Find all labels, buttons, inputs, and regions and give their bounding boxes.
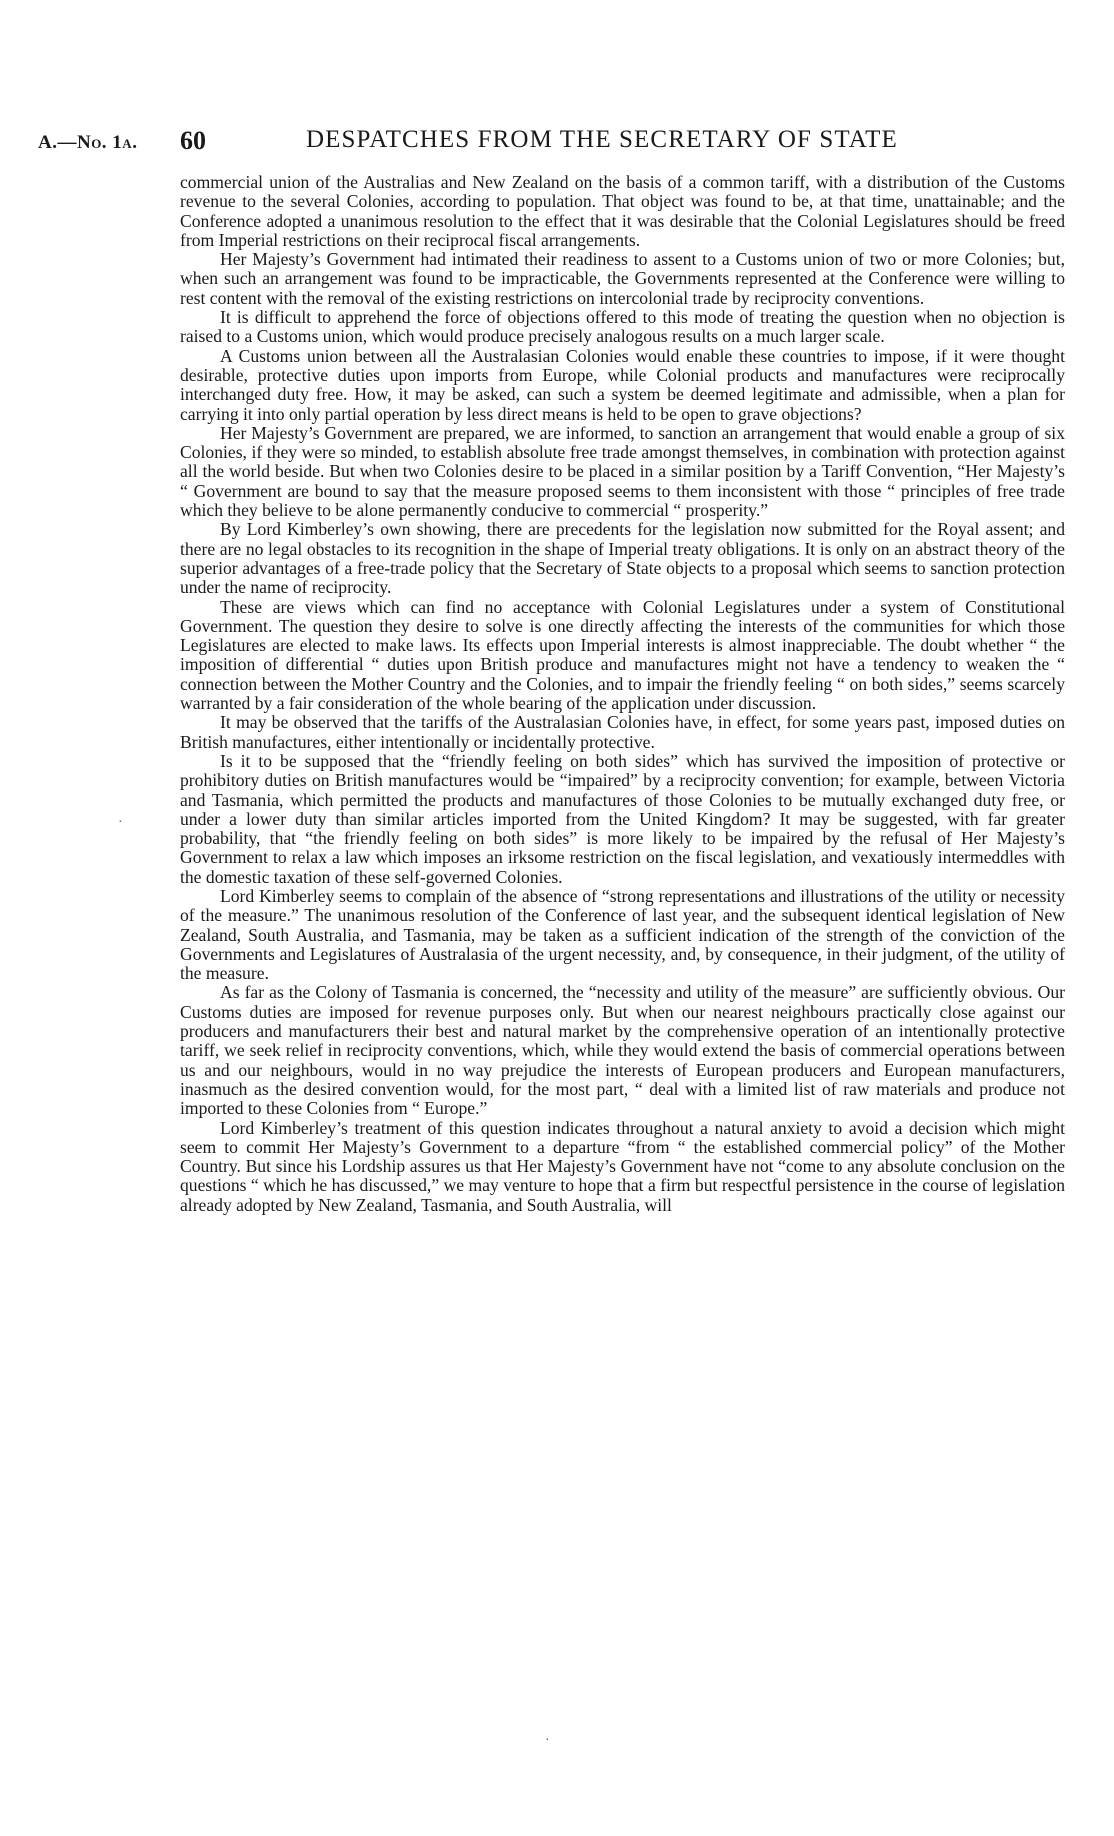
paragraph-5: Her Majesty’s Government are prepared, we are informed, to sanction an arrangement that would enable a group of six Colonies, if they were so minded, to establish absolute free trade amongst themselves, in combination with protection against all the world beside. But when two Colonies desire to be placed in a similar position by a Tariff Convention, “Her Majesty’s “ Government are bound to say that the measure proposed seems to them inconsistent with those “ principles of free trade which they believe to be alone permanently conducive to commercial “ prosperity.” (180, 422, 1065, 521)
running-header (38, 124, 958, 154)
paragraph-9: Is it to be supposed that the “friendly feeling on both sides” which has survived the imposition of protective or prohibitory duties on British manufactures would be “impaired” by a reciprocity convention; for example, between Victoria and Tasmania, which permitted the products and manufactures of those Colonies to be mutually exchanged duty free, or under a lower duty than similar articles imported from the United Kingdom? It may be suggested, with far greater probability, that “the friendly feeling on both sides” is more likely to be impaired by the refusal of Her Majesty’s Government to relax a law which imposes an irksome restriction on the fiscal legislation, and vexatiously intermeddles with the domestic taxation of these self-governed Colonies. (180, 750, 1065, 887)
paragraph-6: By Lord Kimberley’s own showing, there are precedents for the legislation now submitted for the Royal assent; and there are no legal obstacles to its recognition in the shape of Imperial treaty obligations. It is only on an abstract theory of the superior advantages of a free-trade policy that the Secretary of State objects to a proposal which seems to sanction protection under the name of reciprocity. (180, 519, 1065, 598)
paper-reference: A.—No. 1a. (38, 132, 138, 153)
paragraph-11: As far as the Colony of Tasmania is concerned, the “necessity and utility of the measure” are sufficiently obvious. Our Customs duties are imposed for revenue purposes only. But when our nearest neighbours practically close against our producers and manufacturers their best and natural market by the comprehensive operation of an intentionally protective tariff, we seek relief in reciprocity conventions, which, while they would extend the basis of commercial operations between us and our neighbours, would in no way prejudice the interests of European producers and European manufacturers, inasmuch as the desired convention would, for the most part, “ deal with a limited list of raw materials and produce not imported to these Colonies from “ Europe.” (180, 982, 1065, 1119)
footer-mark: · (545, 1733, 550, 1748)
paragraph-4: A Customs union between all the Australasian Colonies would enable these countries to impose, if it were thought desirable, protective duties upon imports from Europe, while Colonial products and manufactures were reciprocally interchanged duty free. How, it may be asked, can such a system be deemed legitimate and admissible, when a plan for carrying it into only partial operation by less direct means is held to be open to grave objections? (180, 345, 1065, 424)
paragraph-10: Lord Kimberley seems to complain of the absence of “strong representations and illustrations of the utility or necessity of the measure.” The unanimous resolution of the Conference of last year, and the subsequent identical legislation of New Zealand, South Australia, and Tasmania, may be taken as a sufficient indication of the strength of the conviction of the Governments and Legislatures of Australasia of the urgent necessity, and, by consequence, in their judgment, of the utility of the measure. (180, 885, 1065, 984)
paragraph-2: Her Majesty’s Government had intimated their readiness to assent to a Customs union of two or more Colonies; but, when such an arrangement was found to be impracticable, the Governments represented at the Conference were willing to rest content with the removal of the existing restrictions on intercolonial trade by reciprocity conventions. (180, 249, 1065, 308)
paragraph-8: It may be observed that the tariffs of the Australasian Colonies have, in effect, for some years past, imposed duties on British manufactures, either intentionally or incidentally protective. (180, 712, 1065, 752)
running-title: DESPATCHES FROM THE SECRETARY OF STATE (306, 126, 898, 153)
paragraph-3: It is difficult to apprehend the force of objections offered to this mode of treating the question when no objection is raised to a Customs union, which would produce precisely analogous results on a much larger scale. (180, 307, 1065, 347)
paragraph-12: Lord Kimberley’s treatment of this question indicates throughout a natural anxiety to avoid a decision which might seem to commit Her Majesty’s Government to a departure “from “ the established commercial policy” of the Mother Country. But since his Lordship assures us that Her Majesty’s Government have not “come to any absolute conclusion on the questions “ which he has discussed,” we may venture to hope that a firm but respectful persistence in the course of legislation already adopted by New Zealand, Tasmania, and South Australia, will (180, 1117, 1065, 1215)
margin-mark: · (118, 815, 123, 830)
page-number: 60 (180, 126, 206, 155)
paragraph-1: commercial union of the Australias and New Zealand on the basis of a common tariff, with a distribution of the Customs revenue to the several Colonies, according to population. That object was found to be, at that time, unattainable; and the Conference adopted a unanimous resolution to the effect that it was desirable that the Colonial Legislatures should be freed from Imperial restrictions on their reciprocal fiscal arrangements. (180, 172, 1065, 250)
body-text (180, 173, 1065, 1215)
paragraph-7: These are views which can find no acceptance with Colonial Legislatures under a system of Constitutional Government. The question they desire to solve is one directly affecting the interests of the communities for which those Legislatures are elected to make laws. Its effects upon Imperial interests is almost inappreciable. The doubt whether “ the imposition of differential “ duties upon British produce and manufactures might not have a tendency to weaken the “ connection between the Mother Country and the Colonies, and to impair the friendly feeling “ on both sides,” seems scarcely warranted by a fair consideration of the whole bearing of the application under discussion. (180, 596, 1065, 714)
